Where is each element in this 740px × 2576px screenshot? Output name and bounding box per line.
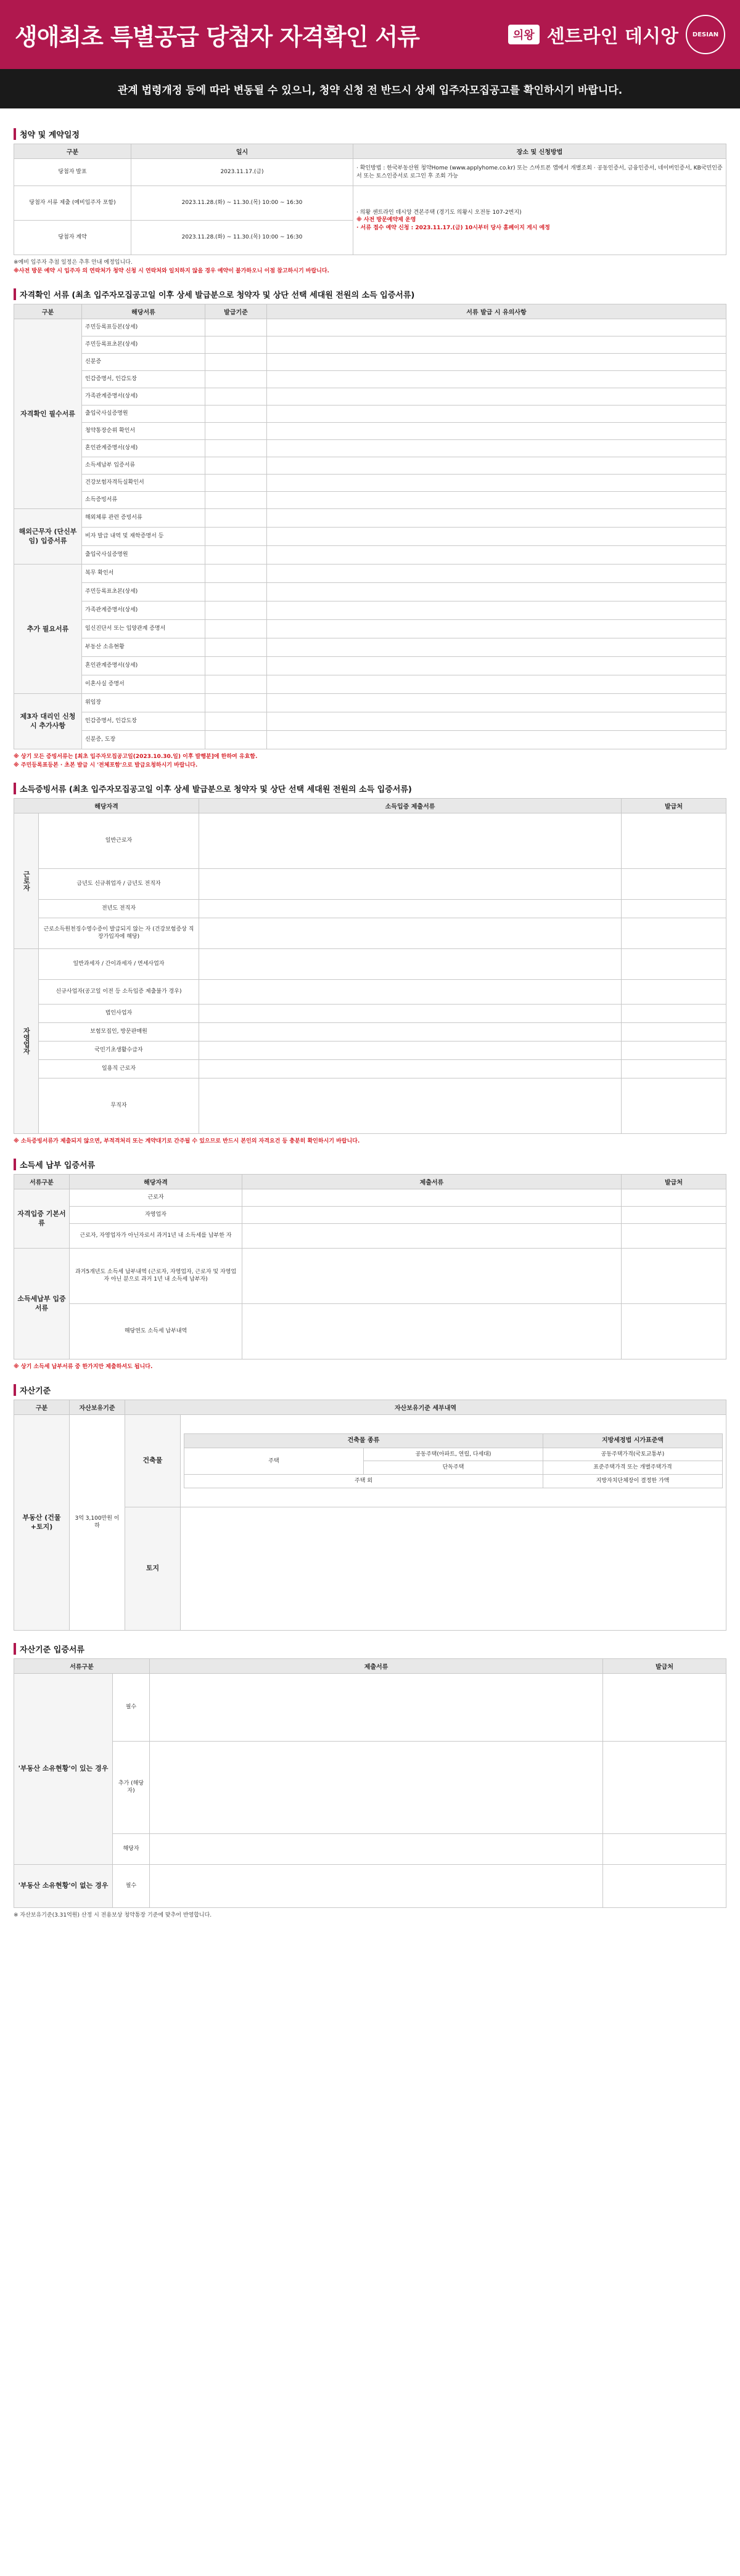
sub-cell: 단독주택 — [364, 1461, 543, 1475]
tax-issuer — [622, 1206, 726, 1223]
col-header: 발급처 — [622, 798, 726, 813]
section-title: 소득세 납부 입증서류 — [14, 1159, 726, 1170]
row-date: 2023.11.28.(화) ~ 11.30.(목) 10:00 ~ 16:30 — [131, 186, 353, 221]
table-row — [14, 619, 726, 638]
table-row — [14, 813, 726, 868]
doc-basis — [205, 491, 267, 508]
table-row — [14, 899, 726, 918]
income-qualification: 일반과세자 / 간이과세자 / 면세사업자 — [39, 948, 199, 979]
income-docs — [199, 918, 622, 948]
col-header: 제출서류 — [150, 1658, 603, 1673]
income-docs — [199, 1059, 622, 1078]
asset-docs-notes — [14, 1912, 726, 1920]
income-issuer — [622, 1041, 726, 1059]
table-row — [14, 336, 726, 353]
income-qualification: 국민기초생활수급자 — [39, 1041, 199, 1059]
table-row — [14, 1206, 726, 1223]
doc-note — [267, 730, 726, 749]
income-docs — [199, 979, 622, 1004]
doc-item: 복무 확인서 — [82, 564, 205, 582]
table-row — [14, 439, 726, 457]
table-row — [14, 353, 726, 370]
table-row — [14, 1022, 726, 1041]
doc-basis — [205, 474, 267, 491]
asset-doc-cell — [150, 1864, 603, 1907]
page-header — [0, 0, 740, 69]
doc-item: 위임장 — [82, 693, 205, 712]
doc-note — [267, 693, 726, 712]
tax-issuer — [622, 1189, 726, 1206]
asset-doc-group: '부동산 소유현황'이 없는 경우 — [14, 1864, 113, 1907]
asset-section — [14, 1384, 726, 1631]
doc-basis — [205, 439, 267, 457]
doc-item: 건강보험자격득실확인서 — [82, 474, 205, 491]
doc-item: 청약통장순위 확인서 — [82, 422, 205, 439]
col-header: 발급처 — [603, 1658, 726, 1673]
doc-note — [267, 656, 726, 675]
tax-docs — [242, 1303, 622, 1359]
table-row — [14, 675, 726, 693]
section-title: 자산기준 입증서류 — [14, 1643, 726, 1655]
row-date: 2023.11.17.(금) — [131, 159, 353, 186]
schedule-notes — [14, 259, 726, 276]
doc-note — [267, 336, 726, 353]
doc-item: 가족관계증명서(상세) — [82, 601, 205, 619]
table-row — [14, 370, 726, 388]
asset-doc-sub: 필수 — [113, 1673, 150, 1741]
asset-label: 부동산 (건물+토지) — [14, 1414, 70, 1630]
header-brand — [508, 15, 725, 54]
doc-item: 주민등록표등본(상세) — [82, 319, 205, 336]
doc-note — [267, 619, 726, 638]
asset-doc-issuer — [603, 1673, 726, 1741]
asset-docs-table — [14, 1658, 726, 1908]
doc-note — [267, 582, 726, 601]
schedule-table — [14, 144, 726, 255]
income-qualification: 근로소득원천징수영수증이 발급되지 않는 자 (건강보험증상 직장가입자에 해당) — [39, 918, 199, 948]
table-row — [14, 582, 726, 601]
income-issuer — [622, 868, 726, 899]
docs-notes — [14, 753, 726, 770]
doc-basis — [205, 730, 267, 749]
income-qualification: 금년도 신규취업자 / 금년도 전직자 — [39, 868, 199, 899]
income-section — [14, 783, 726, 1146]
asset-building-detail — [181, 1414, 726, 1507]
table-row — [14, 638, 726, 656]
doc-basis — [205, 370, 267, 388]
income-docs — [199, 1004, 622, 1022]
table-row — [14, 405, 726, 422]
asset-doc-issuer — [603, 1864, 726, 1907]
doc-basis — [205, 638, 267, 656]
doc-group: 제3자 대리인 신청 시 추가사항 — [14, 693, 82, 749]
tax-docs — [242, 1189, 622, 1206]
asset-limit: 3억 3,100만원 이하 — [70, 1414, 125, 1630]
income-qualification: 보험모집인, 방문판매원 — [39, 1022, 199, 1041]
doc-basis — [205, 693, 267, 712]
income-group: 자영업자 — [14, 948, 39, 1133]
doc-basis — [205, 545, 267, 564]
doc-note — [267, 422, 726, 439]
income-qualification: 신규사업자(공고일 이전 등 소득입증 제출불가 경우) — [39, 979, 199, 1004]
income-issuer — [622, 1078, 726, 1133]
doc-item: 인감증명서, 인감도장 — [82, 712, 205, 730]
doc-basis — [205, 457, 267, 474]
income-qualification: 일용직 근로자 — [39, 1059, 199, 1078]
asset-doc-cell — [150, 1673, 603, 1741]
asset-doc-issuer — [603, 1833, 726, 1864]
asset-doc-group: '부동산 소유현황'이 있는 경우 — [14, 1673, 113, 1864]
asset-table — [14, 1400, 726, 1631]
income-issuer — [622, 948, 726, 979]
doc-basis — [205, 422, 267, 439]
doc-note — [267, 491, 726, 508]
doc-basis — [205, 319, 267, 336]
doc-basis — [205, 336, 267, 353]
note-line: ※ 소득증빙서류가 제출되지 않으면, 부적격처리 또는 계약대기로 간주될 수 있으므로 반드시 본인의 자격요건 등 충분히 확인하시기 바랍니다. — [14, 1138, 360, 1144]
doc-note — [267, 474, 726, 491]
income-docs — [199, 813, 622, 868]
table-row — [14, 979, 726, 1004]
table-row — [14, 1004, 726, 1022]
table-row — [14, 1078, 726, 1133]
doc-note — [267, 388, 726, 405]
doc-note — [267, 508, 726, 527]
table-row — [14, 474, 726, 491]
doc-basis — [205, 527, 267, 545]
col-header: 구분 — [14, 144, 131, 159]
table-row — [14, 601, 726, 619]
income-docs — [199, 1041, 622, 1059]
reservation-date: · 서류 접수 예약 신청 : 2023.11.17.(금) 10시부터 당사 홈페이지 게시 예정 — [356, 224, 550, 231]
doc-item: 주민등록표초본(상세) — [82, 336, 205, 353]
table-row — [14, 948, 726, 979]
doc-item: 출입국사실증명원 — [82, 405, 205, 422]
table-row — [14, 656, 726, 675]
doc-basis — [205, 656, 267, 675]
col-header: 구분 — [14, 304, 82, 319]
tax-table — [14, 1174, 726, 1359]
sub-cell: 표준주택가격 또는 개별주택가격 — [543, 1461, 723, 1475]
asset-item: 건축물 — [125, 1414, 181, 1507]
doc-group: 해외근무자 (단신부임) 입증서류 — [14, 508, 82, 564]
building-subtable — [184, 1433, 723, 1488]
tax-issuer — [622, 1303, 726, 1359]
table-row — [14, 868, 726, 899]
table-row — [14, 693, 726, 712]
income-issuer — [622, 1022, 726, 1041]
row-label: 당첨자 계약 — [14, 221, 131, 255]
section-title: 자산기준 — [14, 1384, 726, 1396]
doc-note — [267, 527, 726, 545]
table-row — [14, 1041, 726, 1059]
doc-note — [267, 457, 726, 474]
asset-doc-sub: 추가 (해당자) — [113, 1741, 150, 1833]
section-title: 청약 및 계약일정 — [14, 128, 726, 140]
asset-land-detail — [181, 1507, 726, 1630]
tax-docs — [242, 1223, 622, 1248]
note-line: ※ 상기 모든 증빙서류는 [최초 입주자모집공고일(2023.10.30.일) 이후 발행분]에 한하여 유효함. — [14, 753, 258, 760]
doc-basis — [205, 582, 267, 601]
table-row — [14, 1189, 726, 1206]
schedule-section — [14, 128, 726, 276]
table-row — [14, 712, 726, 730]
col-header: 장소 및 신청방법 — [353, 144, 726, 159]
income-issuer — [622, 899, 726, 918]
table-row — [14, 918, 726, 948]
asset-doc-sub: 필수 — [113, 1864, 150, 1907]
asset-doc-cell — [150, 1833, 603, 1864]
note-line: ※ 자산보유기준(3.31억원) 산정 시 전용보상 청약통장 기준에 맞추어 반영합니다. — [14, 1912, 212, 1918]
col-header: 구분 — [14, 1400, 70, 1414]
col-header: 소득입증 제출서류 — [199, 798, 622, 813]
income-issuer — [622, 813, 726, 868]
table-row — [14, 730, 726, 749]
place-text: · 의왕 센트라인 데시앙 견본주택 (경기도 의왕시 오전동 107-2번지) — [356, 209, 522, 216]
reservation-note: ※ 사전 방문예약제 운영 — [356, 217, 416, 224]
doc-group: 추가 필요서류 — [14, 564, 82, 693]
doc-basis — [205, 564, 267, 582]
doc-note — [267, 675, 726, 693]
tax-section — [14, 1159, 726, 1372]
table-row — [14, 1223, 726, 1248]
col-header: 자산보유기준 — [70, 1400, 125, 1414]
table-row — [14, 457, 726, 474]
asset-doc-sub: 해당자 — [113, 1833, 150, 1864]
table-row — [14, 422, 726, 439]
doc-basis — [205, 675, 267, 693]
note-line: ※사전 방문 예약 시 입주자 의 연락처가 청약 신청 시 연락처와 일치하지 않을 경우 예약이 불가하오니 이점 참고하시기 바랍니다. — [14, 267, 329, 274]
docs-section — [14, 288, 726, 770]
income-docs — [199, 899, 622, 918]
asset-docs-section — [14, 1643, 726, 1920]
doc-basis — [205, 388, 267, 405]
col-header: 해당자격 — [14, 798, 199, 813]
doc-basis — [205, 619, 267, 638]
income-qualification: 법인사업자 — [39, 1004, 199, 1022]
tax-issuer — [622, 1223, 726, 1248]
asset-doc-issuer — [603, 1741, 726, 1833]
asset-doc-cell — [150, 1741, 603, 1833]
complex-name: 센트라인 데시앙 — [546, 26, 678, 47]
table-row — [14, 1248, 726, 1303]
doc-item: 인감증명서, 인감도장 — [82, 370, 205, 388]
income-qualification: 전년도 전직자 — [39, 899, 199, 918]
income-docs — [199, 868, 622, 899]
table-row — [14, 1059, 726, 1078]
doc-item: 가족관계증명서(상세) — [82, 388, 205, 405]
table-row — [14, 319, 726, 336]
tax-docs — [242, 1248, 622, 1303]
tax-docs — [242, 1206, 622, 1223]
sub-cell: 지방자치단체장이 결정한 가액 — [543, 1474, 723, 1488]
doc-item: 부동산 소유현황 — [82, 638, 205, 656]
tax-notes — [14, 1363, 726, 1372]
note-line: ※예비 입주자 추첨 일정은 추후 안내 예정입니다. — [14, 259, 133, 266]
income-docs — [199, 1078, 622, 1133]
table-row — [14, 491, 726, 508]
doc-basis — [205, 405, 267, 422]
tax-qualification: 과거5개년도 소득세 납부내역 (근로자, 자영업자, 근로자 및 자영업자 아닌 분으로 과거 1년 내 소득세 납부자) — [70, 1248, 242, 1303]
table-row — [14, 545, 726, 564]
doc-note — [267, 405, 726, 422]
row-label: 당첨자 발표 — [14, 159, 131, 186]
col-header: 일시 — [131, 144, 353, 159]
income-table — [14, 798, 726, 1134]
doc-item: 신분증 — [82, 353, 205, 370]
table-row — [14, 1303, 726, 1359]
doc-note — [267, 545, 726, 564]
docs-table — [14, 304, 726, 749]
col-header: 해당자격 — [70, 1174, 242, 1189]
doc-group: 자격확인 필수서류 — [14, 319, 82, 508]
tax-issuer — [622, 1248, 726, 1303]
section-title: 자격확인 서류 (최초 입주자모집공고일 이후 상세 발급분으로 청약자 및 상단 선택 세대원 전원의 소득 입증서류) — [14, 288, 726, 300]
row-place — [353, 186, 726, 255]
doc-basis — [205, 601, 267, 619]
doc-basis — [205, 712, 267, 730]
doc-note — [267, 601, 726, 619]
sub-cell: 공동주택(아파트, 연립, 다세대) — [364, 1448, 543, 1461]
col-header: 서류 발급 시 유의사항 — [267, 304, 726, 319]
tax-qualification: 자영업자 — [70, 1206, 242, 1223]
doc-note — [267, 319, 726, 336]
doc-note — [267, 712, 726, 730]
col-header: 제출서류 — [242, 1174, 622, 1189]
income-notes — [14, 1138, 726, 1146]
doc-item: 소득증빙서류 — [82, 491, 205, 508]
doc-item: 신분증, 도장 — [82, 730, 205, 749]
col-header: 발급처 — [622, 1174, 726, 1189]
col-header: 자산보유기준 세부내역 — [125, 1400, 726, 1414]
doc-item: 주민등록표초본(상세) — [82, 582, 205, 601]
doc-note — [267, 370, 726, 388]
doc-item: 혼인관계증명서(상세) — [82, 656, 205, 675]
doc-note — [267, 353, 726, 370]
doc-basis — [205, 508, 267, 527]
row-label: 당첨자 서류 제출 (예비입주자 포함) — [14, 186, 131, 221]
doc-item: 소득세납부 입증서류 — [82, 457, 205, 474]
income-qualification: 일반근로자 — [39, 813, 199, 868]
page-title: 생애최초 특별공급 당첨자 자격확인 서류 — [15, 23, 419, 51]
col-header: 해당서류 — [82, 304, 205, 319]
doc-item: 해외체류 관련 증빙서류 — [82, 508, 205, 527]
doc-item: 이혼사실 증명서 — [82, 675, 205, 693]
sub-cell: 주택 외 — [184, 1474, 543, 1488]
table-row — [14, 508, 726, 527]
doc-item: 비자 발급 내역 및 재학증명서 등 — [82, 527, 205, 545]
row-place: · 확인방법 : 한국부동산원 청약Home (www.applyhome.co.kr) 또는 스마트폰 앱에서 개별조회 · 공동인증서, 금융인증서, 네이버인증서, KB국민인증서 또는 토스인증서로 로그인 후 조회 가능 — [353, 159, 726, 186]
region-badge: 의왕 — [508, 25, 540, 44]
doc-item: 임신진단서 또는 입양관계 증명서 — [82, 619, 205, 638]
col-header: 서류구분 — [14, 1658, 150, 1673]
doc-note — [267, 564, 726, 582]
col-header: 발급기준 — [205, 304, 267, 319]
doc-note — [267, 638, 726, 656]
doc-basis — [205, 353, 267, 370]
sub-header: 건축물 종류 — [184, 1433, 543, 1448]
tax-qualification: 근로자, 자영업자가 아닌자로서 과거1년 내 소득세를 납부한 자 — [70, 1223, 242, 1248]
table-row — [14, 388, 726, 405]
income-qualification: 무직자 — [39, 1078, 199, 1133]
table-row — [14, 527, 726, 545]
income-docs — [199, 1022, 622, 1041]
income-issuer — [622, 918, 726, 948]
row-date: 2023.11.28.(화) ~ 11.30.(목) 10:00 ~ 16:30 — [131, 221, 353, 255]
notice-banner: 관계 법령개정 등에 따라 변동될 수 있으니, 청약 신청 전 반드시 상세 입주자모집공고를 확인하시기 바랍니다. — [0, 69, 740, 108]
sub-cell: 공동주택가격(국토교통부) — [543, 1448, 723, 1461]
tax-group: 소득세납부 입증서류 — [14, 1248, 70, 1359]
tax-qualification: 근로자 — [70, 1189, 242, 1206]
doc-item: 출입국사실증명원 — [82, 545, 205, 564]
doc-item: 혼인관계증명서(상세) — [82, 439, 205, 457]
income-docs — [199, 948, 622, 979]
tax-qualification: 해당연도 소득세 납부내역 — [70, 1303, 242, 1359]
tax-group: 자격입증 기본서류 — [14, 1189, 70, 1248]
income-issuer — [622, 1004, 726, 1022]
doc-note — [267, 439, 726, 457]
income-issuer — [622, 1059, 726, 1078]
table-row — [14, 564, 726, 582]
note-line: ※ 주민등록표등본 · 초본 발급 시 '전체포함'으로 발급요청하시기 바랍니다. — [14, 762, 198, 768]
sub-cell: 주택 — [184, 1448, 364, 1474]
income-group: 근로자 — [14, 813, 39, 948]
note-line: ※ 상기 소득세 납부서류 중 한가지만 제출하셔도 됩니다. — [14, 1363, 153, 1370]
asset-item: 토지 — [125, 1507, 181, 1630]
col-header: 서류구분 — [14, 1174, 70, 1189]
sub-header: 지방세정법 시가표준액 — [543, 1433, 723, 1448]
desian-logo: DESIAN — [686, 15, 725, 54]
income-issuer — [622, 979, 726, 1004]
section-title: 소득증빙서류 (최초 입주자모집공고일 이후 상세 발급분으로 청약자 및 상단 선택 세대원 전원의 소득 입증서류) — [14, 783, 726, 794]
